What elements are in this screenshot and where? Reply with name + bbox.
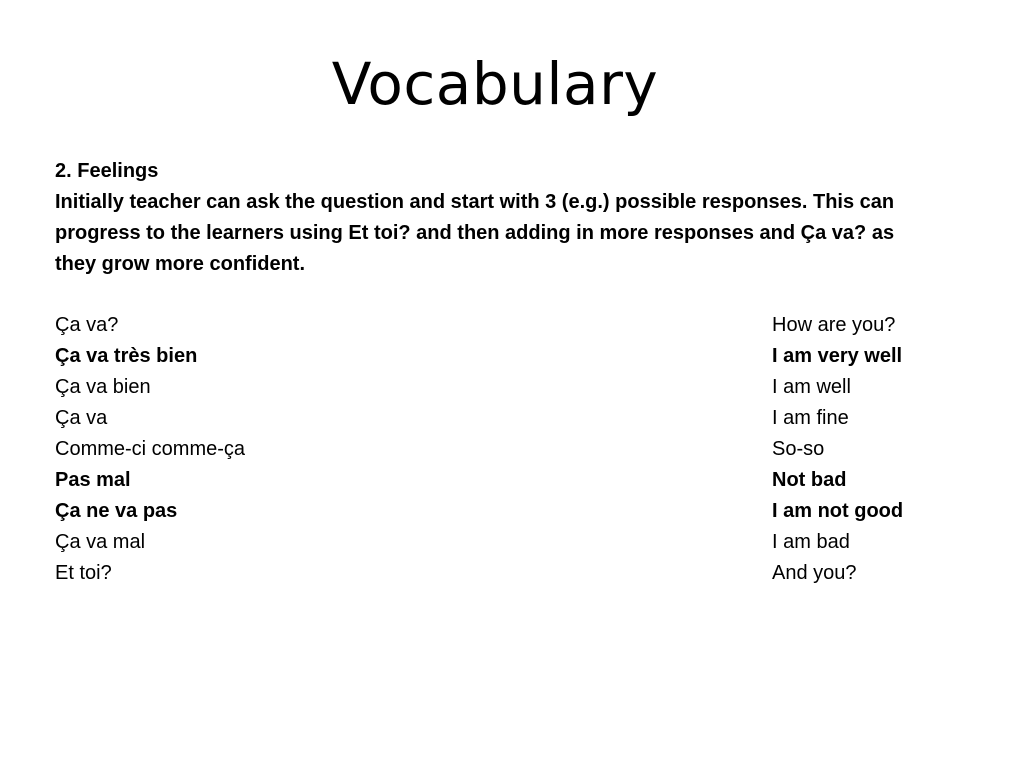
vocab-row: [55, 465, 955, 496]
section-heading: 2. Feelings: [55, 160, 159, 182]
vocab-row: [55, 341, 955, 372]
vocab-row: [55, 558, 955, 589]
intro-block: [55, 156, 995, 280]
english-translation: I am well: [772, 376, 851, 398]
intro-line: Initially teacher can ask the question and start with 3 (e.g.) possible responses. This can: [55, 191, 895, 213]
vocabulary-list: [55, 310, 955, 589]
english-translation: I am very well: [772, 345, 903, 367]
english-translation: So-so: [772, 438, 825, 460]
slide-title: Vocabulary: [331, 50, 659, 118]
english-translation: And you?: [772, 562, 857, 584]
intro-line: progress to the learners using Et toi? and then adding in more responses and Ça va? as: [55, 222, 895, 244]
vocab-row: [55, 403, 955, 434]
english-translation: I am fine: [772, 407, 849, 429]
french-phrase: Ça va bien: [55, 376, 151, 398]
vocab-row: [55, 434, 955, 465]
french-phrase: Ça va mal: [55, 531, 146, 553]
vocab-row: [55, 310, 955, 341]
french-phrase: Ça ne va pas: [55, 500, 178, 522]
french-phrase: Ça va très bien: [55, 345, 198, 367]
english-translation: I am bad: [772, 531, 850, 553]
vocab-row: [55, 527, 955, 558]
english-translation: How are you?: [772, 314, 896, 336]
vocab-row: [55, 372, 955, 403]
french-phrase: Ça va?: [55, 314, 119, 336]
french-phrase: Comme-ci comme-ça: [55, 438, 246, 460]
french-phrase: Ça va: [55, 407, 108, 429]
vocab-row: [55, 496, 955, 527]
french-phrase: Et toi?: [55, 562, 112, 584]
french-phrase: Pas mal: [55, 469, 131, 491]
intro-line: they grow more confident.: [55, 253, 306, 275]
english-translation: Not bad: [772, 469, 847, 491]
english-translation: I am not good: [772, 500, 904, 522]
